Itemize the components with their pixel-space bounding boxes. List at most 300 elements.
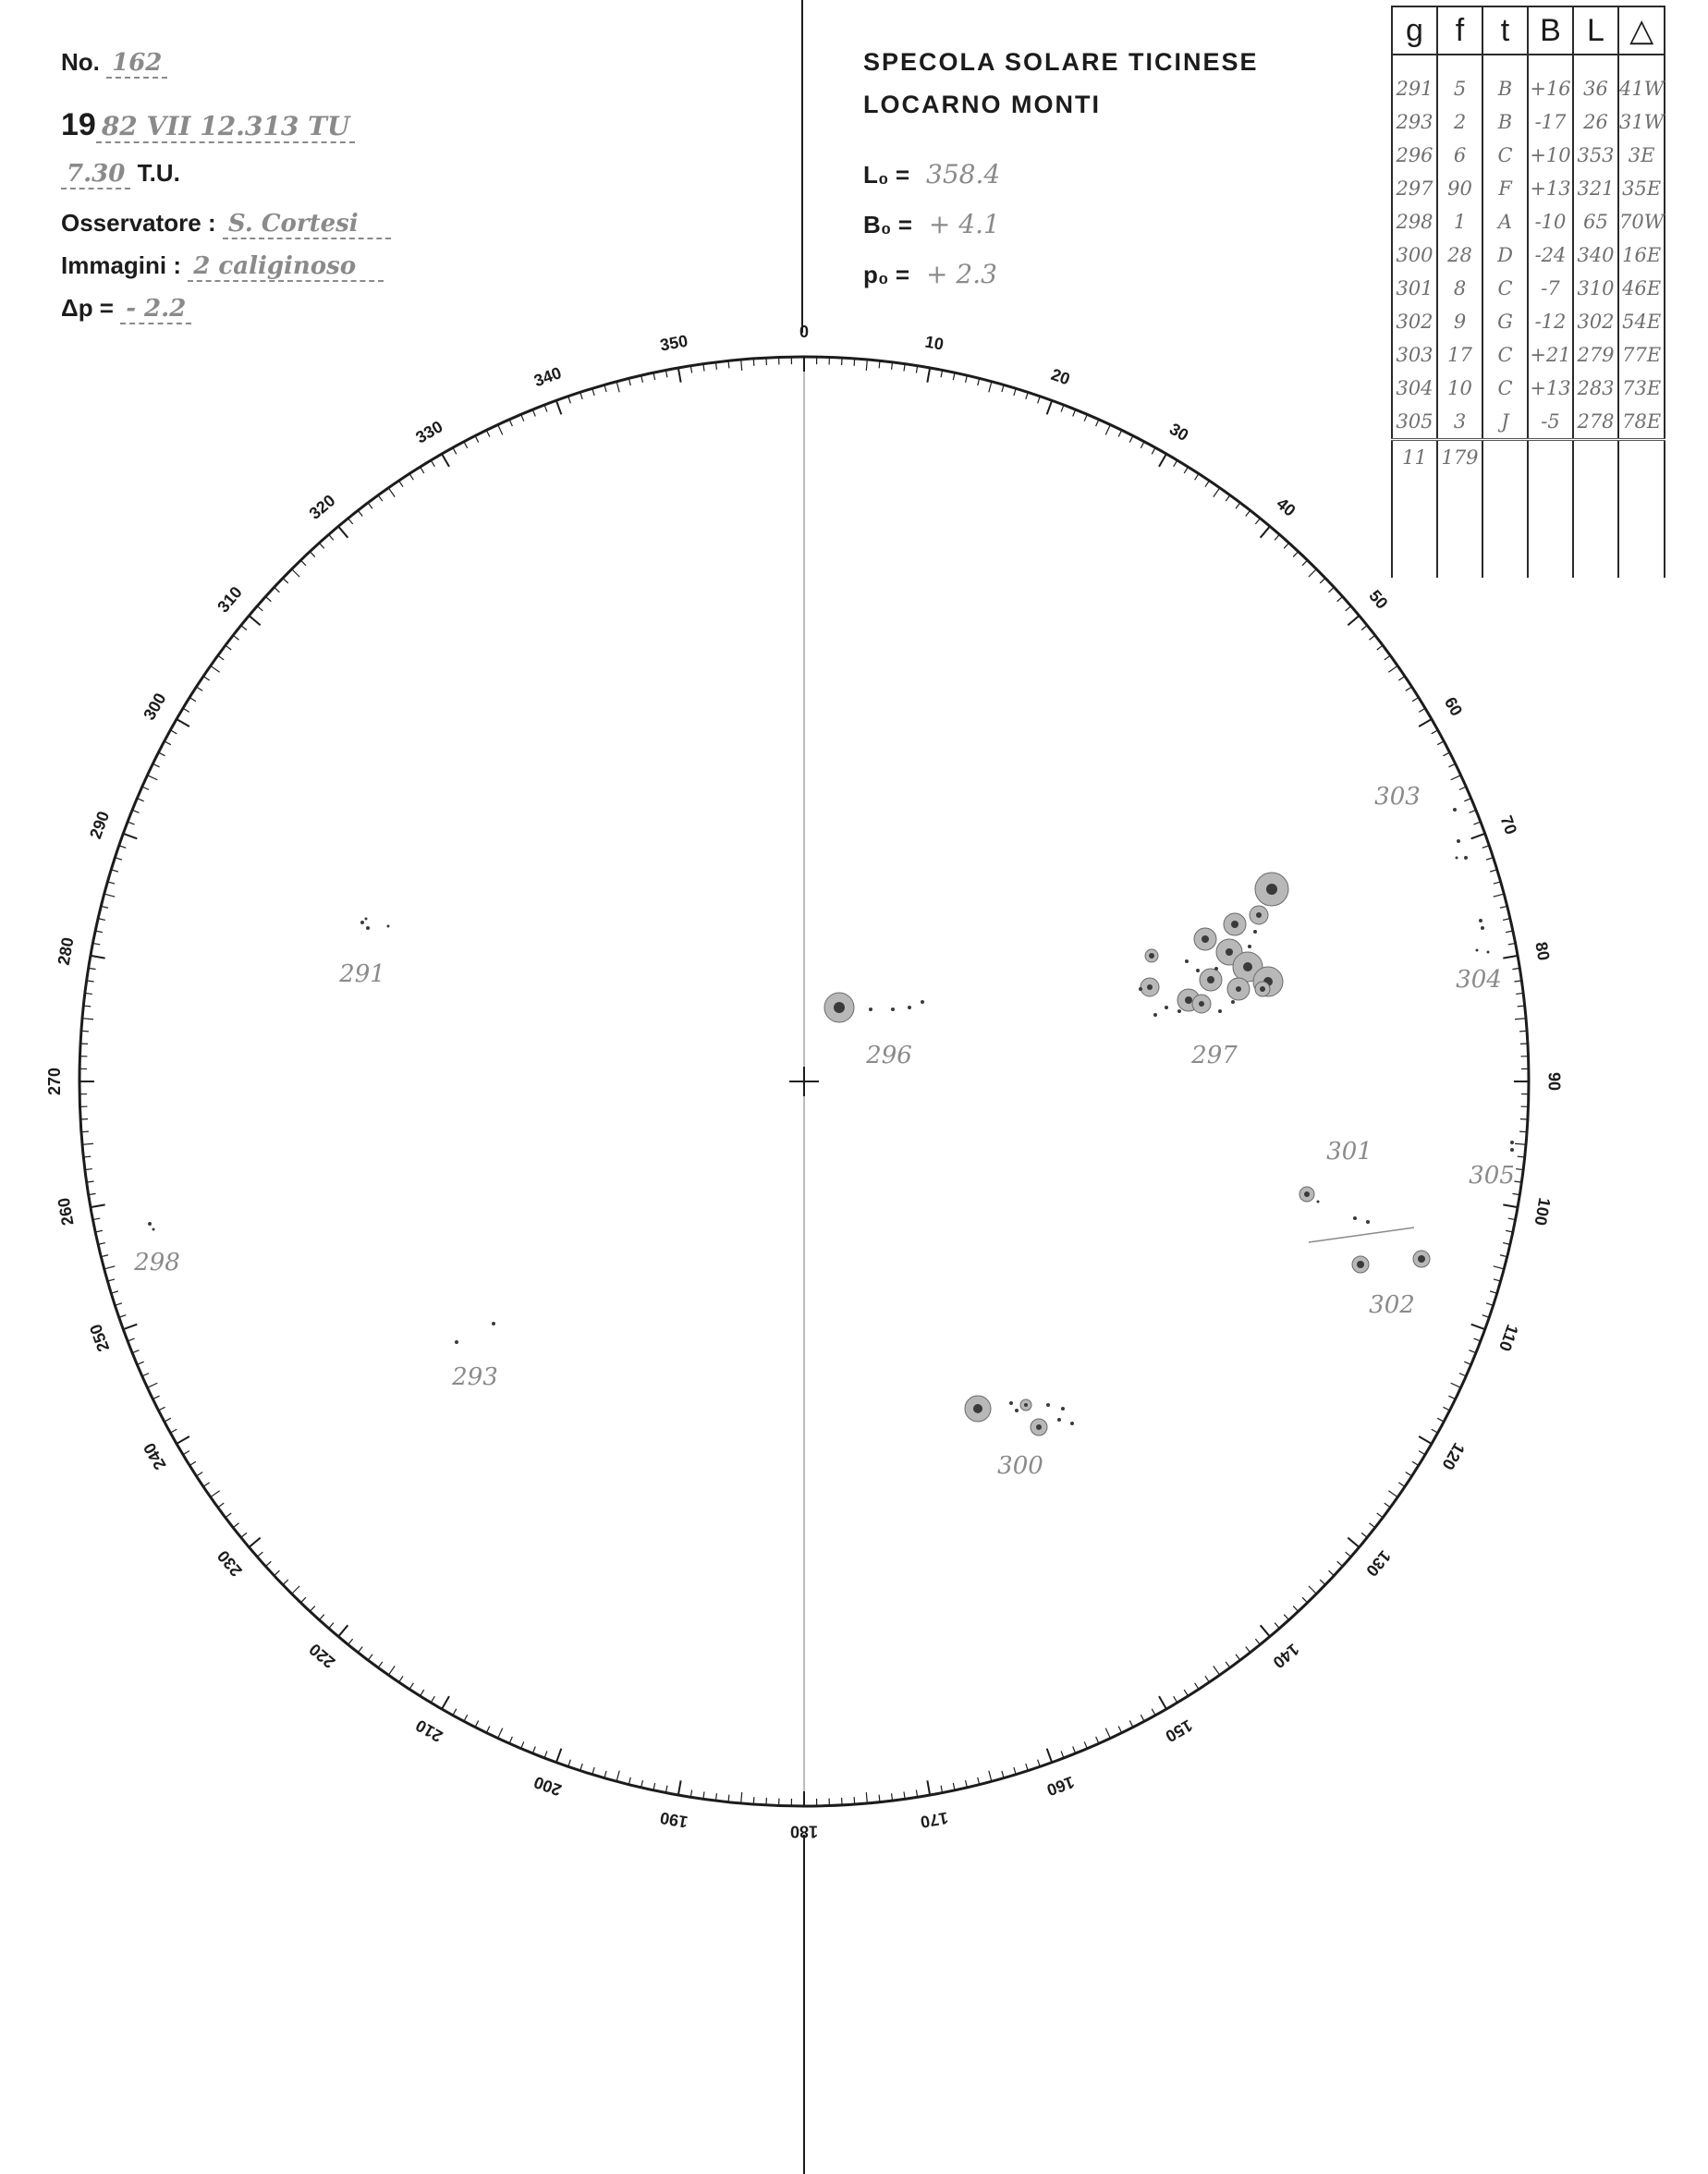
degree-tick	[521, 1741, 524, 1748]
degree-tick	[1469, 810, 1475, 812]
degree-tick	[1205, 1676, 1209, 1682]
degree-tick	[189, 698, 196, 702]
cell-latitude: +10	[1528, 139, 1573, 172]
degree-label: 200	[531, 1772, 565, 1800]
degree-tick	[1195, 1683, 1199, 1690]
degree-tick	[1236, 503, 1240, 508]
sunspot-umbra	[1236, 986, 1241, 992]
degree-label: 180	[789, 1822, 819, 1841]
sunspot-pore	[1185, 959, 1189, 963]
degree-tick	[1494, 894, 1505, 897]
cell-group: 302	[1392, 305, 1437, 338]
degree-tick	[409, 1683, 413, 1690]
cell-spots: 5	[1437, 55, 1482, 105]
degree-tick	[1448, 763, 1455, 767]
degree-tick	[91, 956, 105, 959]
degree-tick	[879, 1795, 880, 1802]
cell-spots: 90	[1437, 172, 1482, 205]
group-label: 298	[134, 1249, 180, 1276]
degree-tick	[1261, 526, 1270, 537]
cell-delta: 16E	[1618, 238, 1665, 272]
degree-tick	[1174, 460, 1177, 467]
sunspot-umbra	[1202, 935, 1209, 943]
degree-tick	[300, 1597, 306, 1603]
degree-tick	[1152, 447, 1155, 454]
cell-longitude: 65	[1573, 205, 1618, 238]
sunspot-pore	[366, 926, 370, 930]
cell-latitude: +16	[1528, 55, 1573, 105]
degree-tick	[1105, 1728, 1110, 1739]
degree-label: 340	[531, 363, 565, 391]
degree-tick	[91, 1204, 105, 1207]
sunspot-pore	[891, 1008, 895, 1011]
degree-label: 220	[305, 1640, 339, 1672]
sunspot-umbra	[1147, 984, 1153, 990]
degree-tick	[1214, 1666, 1220, 1675]
sheet-number-value: 162	[106, 49, 167, 79]
degree-tick	[1419, 1451, 1425, 1455]
degree-tick	[1398, 677, 1405, 680]
degree-tick	[1284, 543, 1288, 548]
group-label: 302	[1369, 1291, 1415, 1319]
col-longitude: L	[1573, 6, 1618, 55]
degree-tick	[1329, 1570, 1335, 1575]
sunspot-pore	[1510, 1141, 1514, 1144]
degree-label: 100	[1531, 1196, 1555, 1227]
sunspot-pore	[360, 921, 364, 924]
degree-tick	[1459, 787, 1466, 789]
degree-tick	[1141, 442, 1144, 448]
group-label: 291	[339, 960, 385, 988]
degree-label: 300	[140, 690, 170, 724]
group-label: 296	[866, 1042, 912, 1069]
degree-label: 280	[54, 935, 78, 967]
degree-tick	[1047, 400, 1052, 414]
cell-group: 293	[1392, 105, 1437, 139]
degree-tick	[1503, 1204, 1518, 1207]
degree-tick	[1361, 1533, 1367, 1537]
degree-tick	[1419, 708, 1425, 712]
observer-label: Osservatore :	[61, 209, 216, 237]
cell-longitude: 321	[1573, 172, 1618, 205]
degree-tick	[1246, 510, 1250, 516]
sunspot-pore	[1015, 1409, 1019, 1412]
degree-tick	[257, 606, 262, 611]
degree-tick	[1184, 1690, 1188, 1696]
cell-group: 296	[1392, 139, 1437, 172]
degree-tick	[879, 360, 880, 368]
degree-tick	[1174, 1696, 1177, 1703]
cell-latitude: -24	[1528, 238, 1573, 272]
degree-tick	[211, 666, 220, 672]
cell-latitude: +13	[1528, 172, 1573, 205]
degree-tick	[753, 359, 754, 366]
degree-tick	[1406, 687, 1412, 690]
cell-delta: 78E	[1618, 405, 1665, 440]
degree-tick	[183, 708, 189, 712]
images-label: Immagini :	[61, 251, 182, 279]
degree-tick	[1284, 1615, 1288, 1620]
degree-tick	[218, 1503, 224, 1508]
degree-tick	[486, 430, 490, 436]
sunspot-pore	[1046, 1403, 1050, 1407]
degree-tick	[123, 834, 137, 838]
degree-tick	[1337, 1561, 1343, 1566]
degree-tick	[1432, 730, 1438, 734]
cell-delta: 77E	[1618, 338, 1665, 372]
degree-label: 60	[1440, 693, 1467, 720]
degree-tick	[989, 382, 992, 393]
degree-label: 240	[140, 1439, 170, 1473]
degree-tick	[1293, 552, 1298, 557]
sunspot-umbra	[834, 1002, 845, 1013]
group-label: 300	[997, 1452, 1043, 1480]
degree-tick	[1419, 1436, 1432, 1444]
degree-label: 30	[1165, 419, 1192, 446]
sunspot-umbra	[1149, 953, 1154, 959]
cell-longitude: 310	[1573, 272, 1618, 305]
degree-tick	[1073, 1746, 1076, 1753]
degree-tick	[1473, 822, 1480, 824]
degree-tick	[1118, 430, 1122, 436]
degree-tick	[233, 635, 238, 640]
degree-tick	[82, 1019, 93, 1020]
cell-latitude: -5	[1528, 405, 1573, 440]
degree-tick	[137, 799, 143, 801]
degree-tick	[1519, 1031, 1527, 1032]
sunspot-umbra	[1231, 921, 1238, 928]
degree-tick	[158, 1407, 165, 1411]
degree-tick	[431, 460, 434, 467]
degree-label: 130	[1362, 1546, 1395, 1581]
degree-tick	[348, 1639, 353, 1644]
cell-spots: 10	[1437, 372, 1482, 405]
degree-tick	[927, 368, 930, 383]
sunspot-pore	[1214, 967, 1218, 971]
degree-label: 170	[919, 1808, 950, 1832]
degree-tick	[1141, 1715, 1144, 1721]
cell-delta: 31W	[1618, 105, 1665, 139]
degree-tick	[509, 1737, 512, 1743]
cell-latitude: -10	[1528, 205, 1573, 238]
degree-tick	[1293, 1606, 1298, 1612]
degree-tick	[399, 481, 403, 487]
degree-tick	[1519, 1131, 1527, 1132]
sunspot-pore	[1139, 987, 1142, 991]
degree-tick	[442, 454, 449, 467]
degree-tick	[1084, 414, 1087, 421]
degree-label: 260	[54, 1196, 78, 1227]
degree-tick	[1473, 1338, 1480, 1341]
degree-tick	[358, 1646, 362, 1652]
degree-tick	[137, 1362, 143, 1364]
degree-tick	[123, 1325, 137, 1329]
degree-tick	[83, 1006, 91, 1007]
observatory-location: LOCARNO MONTI	[863, 91, 1101, 118]
sunspot-pore	[148, 1222, 152, 1226]
param-B0-label: B₀ =	[863, 211, 912, 238]
degree-tick	[310, 552, 314, 557]
degree-tick	[170, 1429, 177, 1433]
sunspot-pore	[1353, 1216, 1357, 1220]
degree-tick	[498, 424, 503, 434]
degree-tick	[866, 1792, 867, 1803]
degree-label: 210	[412, 1716, 446, 1746]
degree-tick	[358, 510, 362, 516]
degree-tick	[177, 1436, 189, 1444]
degree-label: 150	[1162, 1716, 1196, 1746]
degree-tick	[300, 560, 306, 566]
time-suffix: T.U.	[137, 159, 180, 187]
degree-tick	[1348, 616, 1359, 625]
degree-tick	[1129, 435, 1133, 442]
degree-tick	[521, 414, 524, 421]
degree-tick	[1309, 569, 1316, 577]
degree-tick	[329, 1623, 334, 1629]
total-group: 11	[1392, 440, 1437, 475]
degree-label: 250	[86, 1321, 114, 1355]
group-label: 304	[1456, 966, 1502, 994]
cell-type: A	[1482, 205, 1528, 238]
degree-tick	[1369, 635, 1374, 640]
cell-type: B	[1482, 55, 1528, 105]
degree-tick	[442, 1696, 449, 1709]
sunspot-pore	[1196, 969, 1200, 972]
degree-tick	[183, 1451, 189, 1455]
sunspot-umbra	[1199, 1001, 1204, 1007]
degree-tick	[265, 1561, 271, 1566]
sunspot-pore	[1456, 857, 1458, 860]
degree-label: 90	[1544, 1071, 1564, 1092]
sunspot-pore	[1457, 839, 1460, 843]
cell-latitude: -12	[1528, 305, 1573, 338]
degree-tick	[274, 587, 280, 592]
degree-tick	[1255, 1639, 1260, 1644]
degree-tick	[1471, 834, 1485, 838]
degree-tick	[1369, 1523, 1374, 1528]
degree-tick	[464, 1715, 468, 1721]
sunspot-pore	[1366, 1220, 1370, 1224]
degree-tick	[741, 360, 742, 371]
degree-tick	[283, 578, 288, 583]
degree-tick	[544, 1751, 547, 1757]
degree-tick	[753, 1797, 754, 1804]
sunspot-umbra	[1024, 1403, 1028, 1407]
degree-tick	[170, 730, 177, 734]
sunspot-pore	[1218, 1009, 1222, 1013]
group-label: 301	[1326, 1138, 1372, 1166]
sunspot-pore	[1464, 856, 1468, 860]
degree-tick	[1503, 956, 1518, 959]
degree-tick	[1302, 1597, 1308, 1603]
degree-tick	[1346, 606, 1351, 611]
cell-group: 297	[1392, 172, 1437, 205]
degree-tick	[1084, 1741, 1087, 1748]
degree-tick	[142, 1374, 149, 1376]
cell-group: 305	[1392, 405, 1437, 440]
degree-tick	[132, 1350, 139, 1353]
col-latitude: B	[1528, 6, 1573, 55]
degree-tick	[329, 534, 334, 540]
sunspot-umbra	[1266, 884, 1277, 895]
cell-type: C	[1482, 139, 1528, 172]
group-label: 305	[1469, 1162, 1515, 1190]
sunspot-umbra	[1243, 962, 1252, 971]
degree-tick	[310, 1606, 314, 1612]
degree-tick	[421, 1690, 424, 1696]
sunspot-umbra	[1304, 1191, 1310, 1197]
degree-tick	[556, 400, 561, 414]
sunspot-pore	[455, 1340, 458, 1344]
cell-spots: 6	[1437, 139, 1482, 172]
cell-type: F	[1482, 172, 1528, 205]
degree-tick	[1348, 1538, 1359, 1547]
degree-tick	[1388, 666, 1397, 672]
degree-label: 350	[658, 331, 689, 355]
sunspot-pore	[1487, 951, 1490, 954]
param-B0-value: + 4.1	[928, 209, 1000, 239]
sunspot-pore	[1248, 945, 1251, 948]
sunspot-umbra	[1185, 996, 1192, 1004]
degree-tick	[1346, 1552, 1351, 1557]
cell-type: C	[1482, 338, 1528, 372]
cell-group: 304	[1392, 372, 1437, 405]
param-L0-label: L₀ =	[863, 161, 910, 189]
col-group: g	[1392, 6, 1437, 55]
degree-tick	[388, 1666, 395, 1675]
degree-tick	[532, 409, 535, 416]
degree-tick	[226, 645, 231, 650]
cell-group: 300	[1392, 238, 1437, 272]
degree-tick	[233, 1523, 238, 1528]
degree-tick	[81, 1031, 89, 1032]
degree-tick	[1518, 1156, 1525, 1157]
degree-tick	[1398, 1483, 1405, 1486]
sunspot-umbra	[1207, 976, 1214, 983]
degree-tick	[128, 822, 134, 824]
degree-tick	[421, 467, 424, 473]
degree-tick	[1443, 752, 1449, 756]
degree-label: 120	[1438, 1439, 1469, 1473]
degree-tick	[196, 1472, 202, 1476]
total-spots: 179	[1437, 440, 1482, 475]
cell-delta: 46E	[1618, 272, 1665, 305]
degree-tick	[1451, 1383, 1461, 1387]
degree-tick	[1419, 719, 1432, 727]
degree-tick	[128, 1338, 134, 1341]
sunspot-pore	[1177, 1009, 1181, 1013]
degree-tick	[292, 1586, 299, 1594]
degree-tick	[866, 360, 867, 371]
degree-tick	[81, 1131, 89, 1132]
cell-delta: 70W	[1618, 205, 1665, 238]
degree-tick	[1377, 645, 1383, 650]
cell-group: 291	[1392, 55, 1437, 105]
cell-longitude: 283	[1573, 372, 1618, 405]
date-value: 82 VII 12.313 TU	[96, 111, 356, 143]
cell-delta: 41W	[1618, 55, 1665, 105]
sunspot-pore	[1009, 1401, 1013, 1405]
degree-tick	[453, 447, 457, 454]
sheet-number-label: No.	[61, 48, 100, 76]
sunspot-pore	[1231, 1000, 1235, 1004]
sunspot-pore	[152, 1228, 155, 1231]
cell-type: J	[1482, 405, 1528, 440]
degree-tick	[1061, 1751, 1064, 1757]
degree-tick	[158, 752, 165, 756]
degree-tick	[283, 1580, 288, 1585]
cell-spots: 3	[1437, 405, 1482, 440]
disk-center-cross	[789, 1067, 819, 1096]
degree-tick	[498, 1728, 503, 1739]
sunspot-pore	[1061, 1407, 1065, 1411]
degree-tick	[453, 1709, 457, 1716]
degree-tick	[678, 368, 681, 383]
sunspot-pore	[1070, 1422, 1074, 1425]
degree-tick	[854, 359, 855, 366]
degree-tick	[226, 1513, 231, 1518]
cell-longitude: 26	[1573, 105, 1618, 139]
degree-tick	[464, 442, 468, 448]
degree-tick	[241, 1533, 247, 1537]
sunspot-pore	[1476, 949, 1479, 952]
cell-spots: 2	[1437, 105, 1482, 139]
degree-tick	[1061, 405, 1064, 411]
degree-tick	[1385, 655, 1390, 660]
degree-label: 50	[1365, 586, 1392, 613]
degree-tick	[1459, 1374, 1466, 1376]
sunspot-pore	[1481, 926, 1484, 930]
sunspot-umbra	[1036, 1424, 1042, 1430]
degree-tick	[1261, 1625, 1270, 1636]
group-label: 297	[1191, 1042, 1238, 1069]
sunspot-pore	[869, 1008, 872, 1011]
degree-tick	[189, 1461, 196, 1465]
pencil-stroke	[1309, 1227, 1414, 1242]
cell-group: 303	[1392, 338, 1437, 372]
cell-type: C	[1482, 272, 1528, 305]
sunspot-pore	[492, 1322, 495, 1325]
param-P0-value: + 2.3	[926, 259, 997, 289]
degree-tick	[165, 741, 171, 745]
group-label: 303	[1374, 783, 1421, 811]
degree-tick	[319, 1615, 323, 1620]
cell-group: 301	[1392, 272, 1437, 305]
cell-longitude: 278	[1573, 405, 1618, 440]
degree-tick	[218, 655, 224, 660]
sunspot-pore	[1153, 1013, 1157, 1017]
degree-tick	[104, 1266, 116, 1269]
degree-tick	[1448, 1396, 1455, 1399]
sunspots	[148, 808, 1514, 1435]
degree-tick	[1214, 488, 1220, 497]
sunspot-umbra	[1418, 1255, 1425, 1263]
degree-tick	[475, 435, 479, 442]
sunspot-pore	[1510, 1148, 1514, 1152]
degree-label: 10	[923, 332, 946, 354]
degree-tick	[241, 626, 247, 630]
delta-p-value: - 2.2	[120, 295, 191, 324]
sunspot-pore	[908, 1006, 911, 1009]
degree-tick	[409, 473, 413, 480]
cell-type: G	[1482, 305, 1528, 338]
degree-tick	[1275, 1623, 1279, 1629]
degree-tick	[147, 1383, 157, 1387]
degree-tick	[368, 503, 372, 508]
degree-tick	[1464, 799, 1470, 801]
degree-tick	[132, 810, 139, 812]
degree-tick	[509, 420, 512, 426]
